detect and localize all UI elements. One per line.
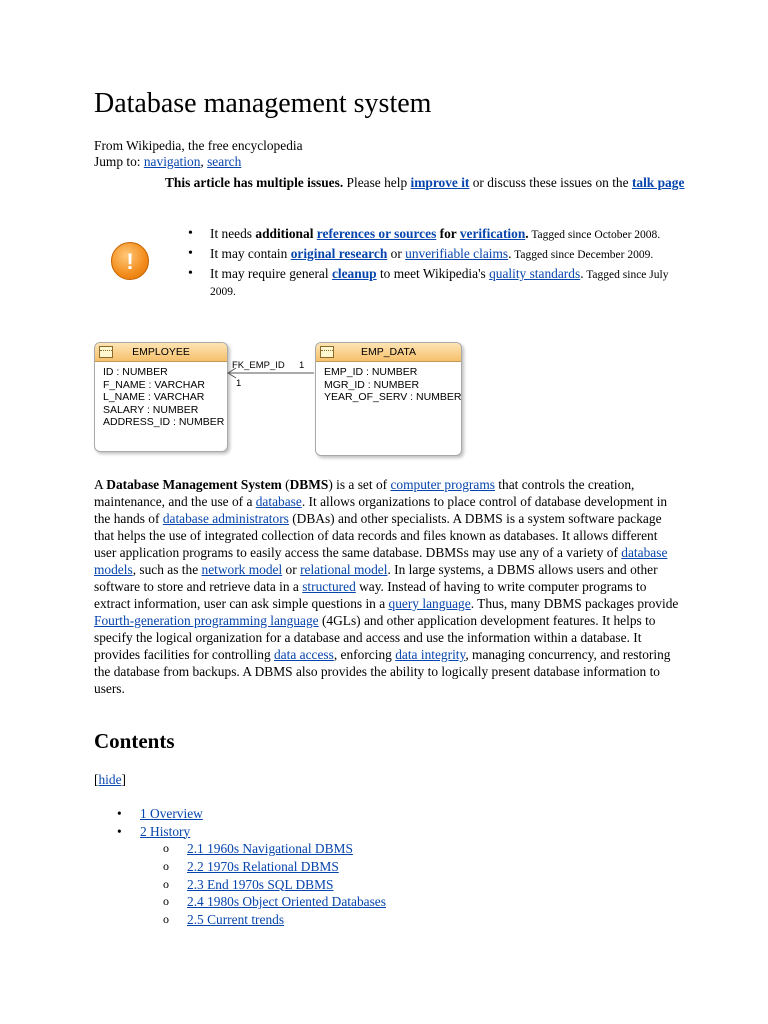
toc-link-current[interactable]: 2.5 Current trends [187,912,285,928]
data-access-link[interactable]: data access [273,647,334,662]
from-line: From Wikipedia, the free encyclopedia [94,138,303,153]
jump-to [94,154,303,170]
text: . It allows organizations to place control of database development in the hands of [94,494,668,526]
text: , managing concurrency, and restoring the database from backups. A DBMS also provides the ability to logically present database information to users. [94,647,671,696]
toc-link-sql[interactable]: 2.3 End 1970s SQL DBMS [187,876,334,892]
field-row: ID : NUMBER [103,366,168,378]
contents-heading: Contents [94,729,175,753]
computer-programs-link[interactable]: computer programs [390,477,495,492]
toc-toggle [94,771,126,788]
toc-link-overview[interactable]: 1 Overview [140,806,203,821]
network-model-link[interactable]: network model [201,562,283,577]
toc-link-history[interactable]: 2 History [140,823,191,839]
bracket: ] [121,772,126,787]
data-integrity-link[interactable]: data integrity [395,647,466,662]
issue-end: . [525,226,529,241]
field-row: F_NAME : VARCHAR [103,378,205,391]
improve-it-link[interactable]: improve it [410,175,470,190]
er-diagram [94,342,464,458]
employee-entity [94,342,228,452]
database-models-link[interactable]: database models [94,545,668,577]
structured-link[interactable]: structured [302,579,356,594]
database-link[interactable]: database [255,494,302,509]
issue-tag: Tagged since October 2008. [528,229,661,241]
table-icon [99,346,113,358]
notice-heading: This article has multiple issues. [165,175,344,190]
issue-end: . [580,266,584,281]
employee-header [95,343,227,362]
field-row: ADDRESS_ID : NUMBER [103,416,225,428]
fk-name-label: FK_EMP_ID [232,360,285,371]
toc-subitem [163,840,386,858]
talk-page-link[interactable]: talk page [631,175,685,190]
hide-link[interactable]: hide [98,772,122,787]
verification-link[interactable]: verification [459,226,526,241]
jump-prefix: Jump to: [94,154,144,169]
field-row: SALARY : NUMBER [103,403,199,416]
text: (DBAs) and other specialists. A DBMS is a system software package that helps the use of integrated collection of data records and files known as databases. It allows different user application programs to easily access the same database. DBMSs may use any of a variety of [94,511,662,560]
text: or [282,562,301,577]
relational-model-link[interactable]: relational model [300,562,388,577]
quality-standards-link[interactable]: quality standards [489,266,581,281]
toc-subitem [163,876,386,894]
toc-item [117,805,203,823]
text: that controls the creation, maintenance, and the use of a [94,477,635,509]
text: , such as the [132,562,202,577]
emp-data-entity [315,342,462,456]
warning-icon [111,242,149,280]
search-link[interactable]: search [207,154,242,169]
page-title: Database management system [94,88,432,119]
term-bold: DBMS [289,477,329,492]
issue-bold: additional [255,226,314,241]
emp-data-fields [316,362,461,408]
issue-text: It needs [210,226,256,241]
jump-separator: , [200,154,208,169]
text: (4GLs) and other application development features. It helps to specify the logical organization for a database and access and use the information within a database. It provides facilities for controlling [94,613,656,662]
issue-text: to meet Wikipedia's [376,266,490,281]
database-administrators-link[interactable]: database administrators [162,511,289,526]
warning-glyph: ! [126,248,134,274]
issue-list [188,226,693,303]
toc-link-1970s[interactable]: 2.2 1970s Relational DBMS [187,858,339,874]
toc-link-1980s[interactable]: 2.4 1980s Object Oriented Databases [187,894,386,910]
issue-tag: Tagged since July 2009. [210,269,669,298]
multiple-issues-notice [165,175,695,191]
notice-text-2: or discuss these issues on the [469,175,632,190]
field-row: EMP_ID : NUMBER [324,366,418,378]
references-link[interactable]: references or sources [316,226,437,241]
text: . Thus, many DBMS packages provide [470,596,679,611]
original-research-link[interactable]: original research [290,246,388,261]
unverifiable-claims-link[interactable]: unverifiable claims [405,246,509,261]
toc-sublist [163,840,386,929]
field-row: L_NAME : VARCHAR [103,391,205,403]
query-language-link[interactable]: query language [388,596,471,611]
issue-tag: Tagged since December 2009. [511,249,654,261]
bracket: [ [94,772,99,787]
navigation-link[interactable]: navigation [143,154,201,169]
issue-item [188,246,693,263]
text: ( [281,477,290,492]
issue-text: It may require general [210,266,332,281]
fourth-generation-language-link[interactable]: Fourth-generation programming language [94,613,319,628]
employee-fields [95,362,227,433]
issue-text: It may contain [210,246,291,261]
toc-link-1960s[interactable]: 2.1 1960s Navigational DBMS [187,841,353,856]
text: A [94,477,107,492]
emp-data-header [316,343,461,362]
text: ) is a set of [328,477,391,492]
toc-item [117,823,203,841]
issue-text: or [387,246,406,261]
issue-item [188,226,693,243]
employee-name: EMPLOYEE [132,346,190,358]
cardinality-right: 1 [299,360,305,371]
intro-paragraph [94,476,680,697]
term-bold: Database Management System [106,477,282,492]
article-meta [94,138,303,170]
field-row: YEAR_OF_SERV : NUMBER [324,391,462,403]
issue-end: . [508,246,512,261]
toc-subitem [163,858,386,876]
text: . In large systems, a DBMS allows users and other software to store and retrieve data in a [94,562,658,594]
table-icon [320,346,334,358]
toc-subitem [163,911,386,929]
toc-subitem [163,893,386,911]
text: , enforcing [333,647,396,662]
emp-data-name: EMP_DATA [360,346,417,358]
issue-text: for [436,226,460,241]
toc-list [117,805,203,840]
notice-text-1: Please help [343,175,411,190]
issue-item [188,266,693,300]
cleanup-link[interactable]: cleanup [331,266,377,281]
text: way. Instead of having to write computer programs to extract information, user can ask simple questions in a [94,579,647,611]
field-row: MGR_ID : NUMBER [324,378,420,391]
cardinality-left: 1 [236,378,242,389]
